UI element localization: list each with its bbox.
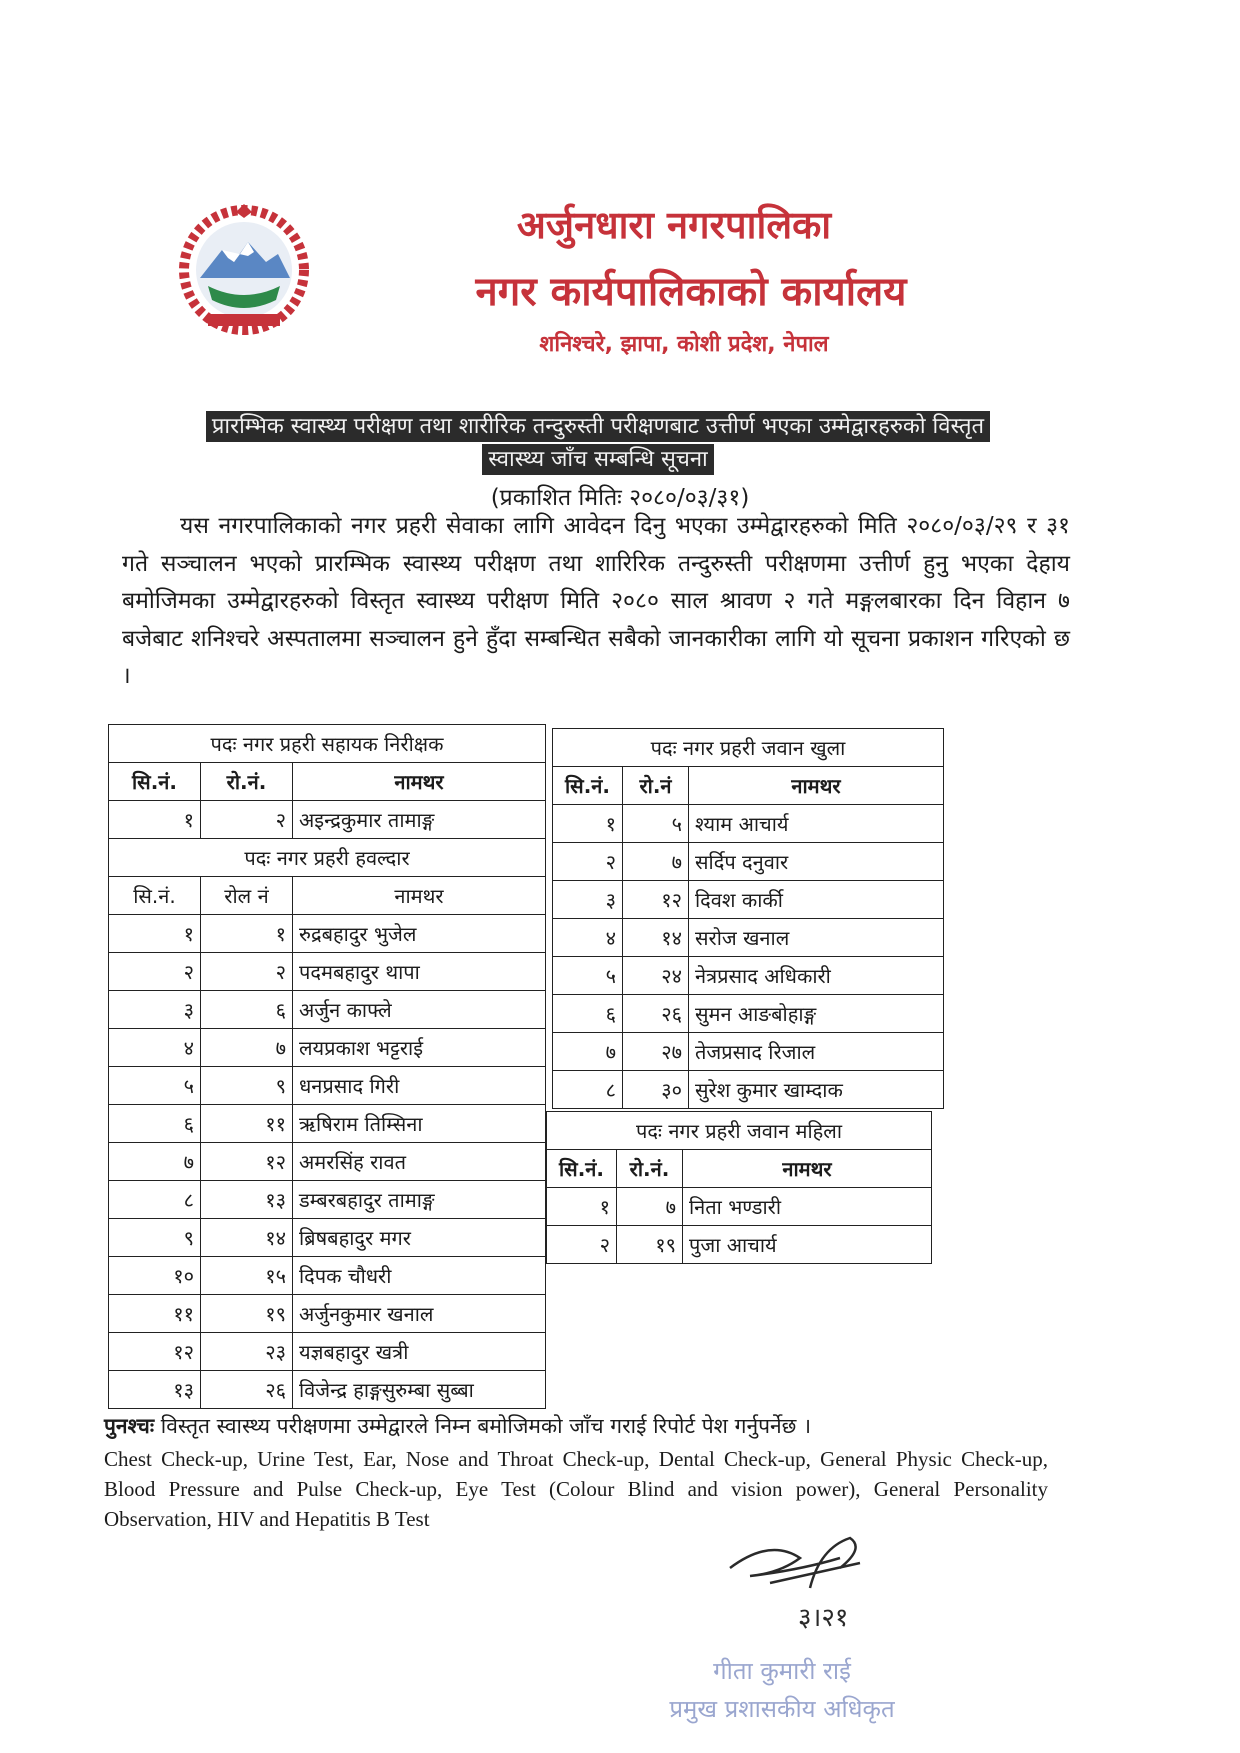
cell-roll: २६ [201,1371,293,1409]
cell-name: लयप्रकाश भट्टराई [293,1029,546,1067]
table-row [109,991,546,1029]
cell-serial: २ [109,953,201,991]
cell-roll: १२ [623,881,689,919]
post-caption-jawan-female: पदः नगर प्रहरी जवान महिला [547,1112,932,1150]
table-row [553,881,944,919]
table-row [109,1371,546,1409]
cell-serial: ६ [553,995,623,1033]
cell-serial: ६ [109,1105,201,1143]
official-stamp [662,1652,902,1744]
cell-roll: १३ [201,1181,293,1219]
office-address: शनिश्चरे, झापा, कोशी प्रदेश, नेपाल [539,332,829,357]
cell-roll: १२ [201,1143,293,1181]
cell-roll: ३० [623,1071,689,1109]
cell-name: पदमबहादुर थापा [293,953,546,991]
cell-name: ब्रिषबहादुर मगर [293,1219,546,1257]
cell-serial: ५ [109,1067,201,1105]
notice-body: यस नगरपालिकाको नगर प्रहरी सेवाका लागि आवेदन दिनु भएका उम्मेद्वारहरुको मिति २०८०/०३/२९ र ३१ गते सञ्चालन भएको प्रारम्भिक स्वास्थ्य परीक्षण तथा शारिरिक तन्दुरुस्ती परीक्षणमा उत्तीर्ण हुनु भएका देहाय बमोजिमका उम्मेद्वारहरुको विस्तृत स्वास्थ्य परीक्षण मिति २०८० साल श्रावण २ गते मङ्गलबारका दिन विहान ७ बजेबाट शनिश्चरे अस्पतालमा सञ्चालन हुने हुँदा सम्बन्धित सबैको जानकारीका लागि यो सूचना प्रकाशन गरिएको छ । [122,513,1070,689]
cell-name: श्याम आचार्य [689,805,944,843]
cell-roll: १९ [617,1226,683,1264]
table-row [109,1333,546,1371]
cell-serial: १ [553,805,623,843]
table-row [553,919,944,957]
table-row [547,1226,932,1264]
cell-serial: ९ [109,1219,201,1257]
column-header-name: नामथर [689,767,944,805]
cell-roll: १ [201,915,293,953]
table-row [553,805,944,843]
signature-date: ३।२१ [798,1603,849,1633]
required-tests-list: Chest Check-up, Urine Test, Ear, Nose and Throat Check-up, Dental Check-up, General Physic Check-up, Blood Pressure and Pulse Check-up, Eye Test (Colour Blind and vision power), General Personality Observation, HIV and Hepatitis B Test [104,1447,1048,1531]
cell-roll: १५ [201,1257,293,1295]
table-row [109,1105,546,1143]
cell-roll: ९ [201,1067,293,1105]
cell-serial: ५ [553,957,623,995]
table-row [553,1033,944,1071]
cell-serial: ४ [109,1029,201,1067]
postscript-text: विस्तृत स्वास्थ्य परीक्षणमा उम्मेद्वारले निम्न बमोजिमको जाँच गराई रिपोर्ट पेश गर्नुपर्नेछ । [160,1414,812,1438]
column-header-name: नामथर [293,877,546,915]
column-header-serial: सि.नं. [547,1150,617,1188]
stamp-designation: प्रमुख प्रशासकीय अधिकृत [669,1695,895,1723]
table-row [553,843,944,881]
column-header-serial: सि.नं. [109,877,201,915]
cell-serial: ७ [109,1143,201,1181]
cell-roll: २ [201,801,293,839]
cell-roll: ७ [201,1029,293,1067]
cell-roll: २६ [623,995,689,1033]
right-candidates-table [552,728,944,1109]
cell-serial: ३ [553,881,623,919]
cell-name: निता भण्डारी [683,1188,932,1226]
table-row [109,1067,546,1105]
cell-roll: १९ [201,1295,293,1333]
table-row [109,1143,546,1181]
table-row [109,1181,546,1219]
post-caption-assistant-inspector: पदः नगर प्रहरी सहायक निरीक्षक [109,725,546,763]
column-header-serial: सि.नं. [553,767,623,805]
cell-serial: १ [547,1188,617,1226]
cell-serial: ३ [109,991,201,1029]
cell-name: नेत्रप्रसाद अधिकारी [689,957,944,995]
cell-roll: २४ [623,957,689,995]
municipality-name: अर्जुनधारा नगरपालिका [516,203,832,247]
left-candidates-table [108,724,546,1409]
column-header-roll: रो.नं. [201,763,293,801]
cell-roll: २३ [201,1333,293,1371]
table-row [109,915,546,953]
cell-serial: १० [109,1257,201,1295]
published-date: (प्रकाशित मितिः २०८०/०३/३१) [490,485,750,511]
cell-roll: १४ [201,1219,293,1257]
table-row [553,995,944,1033]
cell-name: विजेन्द्र हाङ्गसुरुम्बा सुब्बा [293,1371,546,1409]
cell-name: ऋषिराम तिम्सिना [293,1105,546,1143]
cell-serial: १ [109,801,201,839]
cell-name: सर्दिप दनुवार [689,843,944,881]
post-caption-havaldar: पदः नगर प्रहरी हवल्दार [109,839,546,877]
cell-name: अइन्द्रकुमार तामाङ्ग [293,801,546,839]
cell-serial: ४ [553,919,623,957]
column-header-roll: रोल नं [201,877,293,915]
cell-name: दिपक चौधरी [293,1257,546,1295]
table-row [553,1071,944,1109]
cell-roll: ६ [201,991,293,1029]
cell-roll: ७ [623,843,689,881]
table-row [109,1257,546,1295]
stamp-officer-name: गीता कुमारी राई [713,1657,851,1685]
cell-name: अर्जुनकुमार खनाल [293,1295,546,1333]
cell-serial: २ [547,1226,617,1264]
cell-name: सुमन आङबोहाङ्ग [689,995,944,1033]
table-row [109,1029,546,1067]
cell-roll: ५ [623,805,689,843]
cell-name: अमरसिंह रावत [293,1143,546,1181]
column-header-serial: सि.नं. [109,763,201,801]
table-row [109,1295,546,1333]
cell-name: यज्ञबहादुर खत्री [293,1333,546,1371]
cell-roll: ७ [617,1188,683,1226]
cell-serial: ८ [553,1071,623,1109]
cell-serial: १२ [109,1333,201,1371]
cell-name: पुजा आचार्य [683,1226,932,1264]
cell-roll: २७ [623,1033,689,1071]
cell-roll: ११ [201,1105,293,1143]
cell-serial: १ [109,915,201,953]
cell-serial: २ [553,843,623,881]
cell-roll: १४ [623,919,689,957]
cell-name: सुरेश कुमार खाम्दाक [689,1071,944,1109]
cell-name: तेजप्रसाद रिजाल [689,1033,944,1071]
office-name: नगर कार्यपालिकाको कार्यालय [475,269,907,315]
cell-serial: १३ [109,1371,201,1409]
post-caption-jawan-open: पदः नगर प्रहरी जवान खुला [553,729,944,767]
table-row [553,957,944,995]
table-row [109,1219,546,1257]
female-candidates-table [546,1111,932,1264]
handwritten-signature [710,1528,890,1638]
cell-name: धनप्रसाद गिरी [293,1067,546,1105]
column-header-roll: रो.नं. [617,1150,683,1188]
postscript [104,1412,1064,1440]
cell-serial: ११ [109,1295,201,1333]
cell-roll: २ [201,953,293,991]
cell-name: रुद्रबहादुर भुजेल [293,915,546,953]
table-row [547,1188,932,1226]
column-header-name: नामथर [293,763,546,801]
cell-name: दिवश कार्की [689,881,944,919]
postscript-label: पुनश्चः [104,1414,155,1438]
notice-title-line2: स्वास्थ्य जाँच सम्बन्धि सूचना [128,443,1068,473]
table-row [109,953,546,991]
cell-serial: ८ [109,1181,201,1219]
notice-title-line1: प्रारम्भिक स्वास्थ्य परीक्षण तथा शारीरिक तन्दुरुस्ती परीक्षणबाट उत्तीर्ण भएका उम्मेद्वारहरुको विस्तृत [128,410,1068,440]
cell-name: सरोज खनाल [689,919,944,957]
column-header-roll: रो.नं [623,767,689,805]
cell-serial: ७ [553,1033,623,1071]
table-row [109,801,546,839]
cell-name: अर्जुन काफ्ले [293,991,546,1029]
cell-name: डम्बरबहादुर तामाङ्ग [293,1181,546,1219]
column-header-name: नामथर [683,1150,932,1188]
